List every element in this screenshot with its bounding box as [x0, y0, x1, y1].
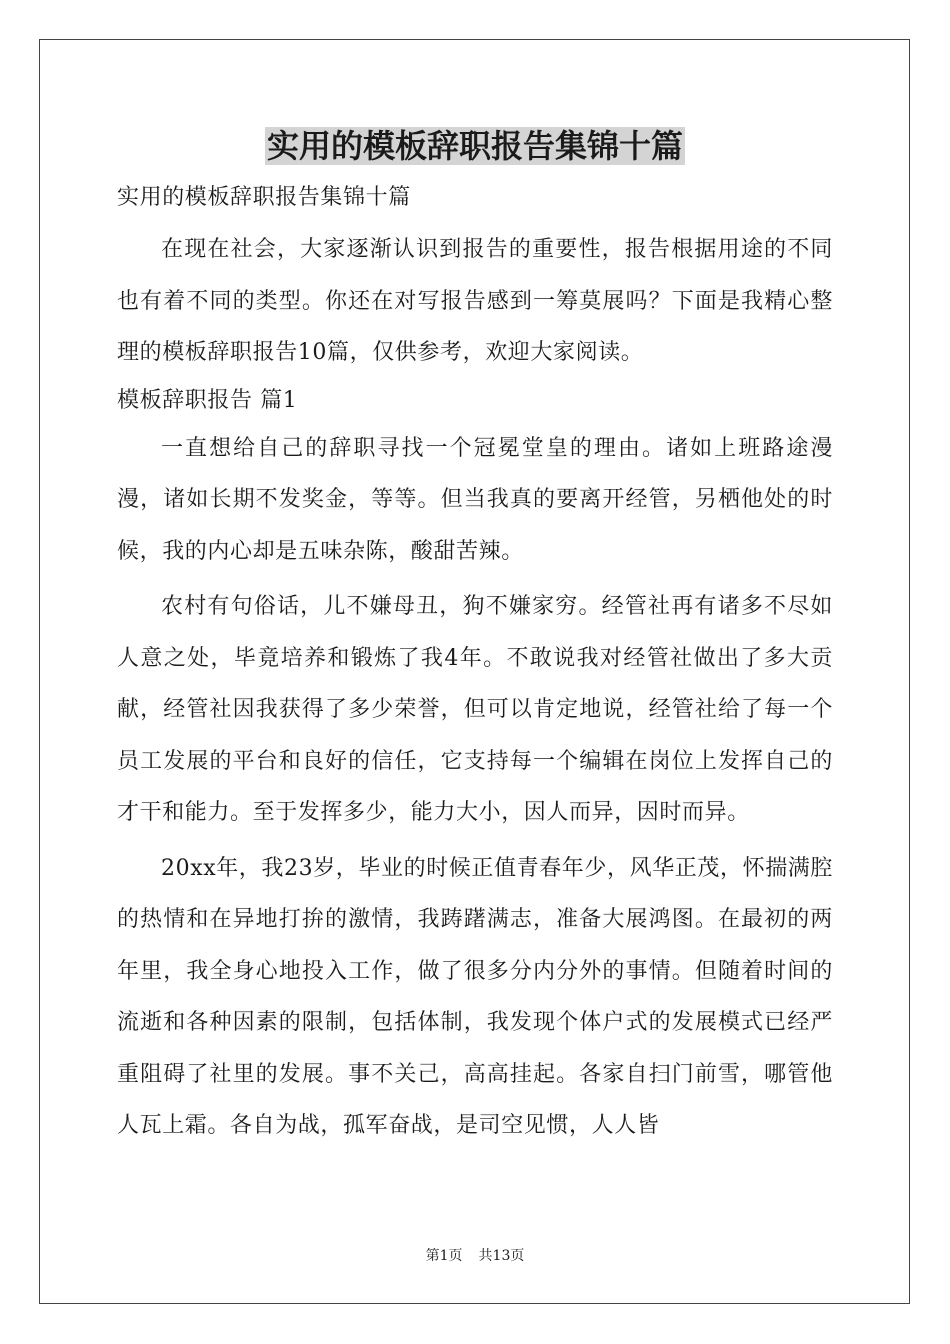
document-subtitle: 实用的模板辞职报告集锦十篇 [117, 185, 411, 210]
document-title-text: 实用的模板辞职报告集锦十篇 [266, 127, 683, 165]
page-number: 第1页 [425, 1248, 463, 1264]
body-paragraph: 一直想给自己的辞职寻找一个冠冕堂皇的理由。诸如上班路途漫漫，诸如长期不发奖金，等等。但当我真的要离开经管，另栖他处的时候，我的内心却是五味杂陈，酸甜苦辣。 [117, 435, 833, 564]
page-total: 共13页 [478, 1248, 525, 1264]
body-paragraph: 农村有句俗话，儿不嫌母丑，狗不嫌家穷。经管社再有诸多不尽如人意之处，毕竟培养和锻炼了我4年。不敢说我对经管社做出了多大贡献，经管社因我获得了多少荣誉，但可以肯定地说，经管社给了每一个员工发展的平台和良好的信任，它支持每一个编辑在岗位上发挥自己的才干和能力。至于发挥多少，能力大小，因人而异，因时而异。 [117, 594, 833, 825]
document-body [117, 176, 833, 1152]
page-footer [0, 1246, 950, 1266]
document-title [0, 124, 950, 168]
section-heading: 模板辞职报告 篇1 [117, 387, 298, 413]
body-paragraph: 20xx年，我23岁，毕业的时候正值青春年少，风华正茂，怀揣满腔的热情和在异地打拚的激情，我踌躇满志，准备大展鸿图。在最初的两年里，我全身心地投入工作，做了很多分内分外的事情。但随着时间的流逝和各种因素的限制，包括体制，我发现个体户式的发展模式已经严重阻碍了社里的发展。事不关己，高高挂起。各家自扫门前雪，哪管他人瓦上霜。各自为战，孤军奋战，是司空见惯，人人皆 [117, 855, 834, 1138]
intro-paragraph: 在现在社会，大家逐渐认识到报告的重要性，报告根据用途的不同也有着不同的类型。你还在对写报告感到一筹莫展吗？下面是我精心整理的模板辞职报告10篇，仅供参考，欢迎大家阅读。 [117, 237, 833, 365]
